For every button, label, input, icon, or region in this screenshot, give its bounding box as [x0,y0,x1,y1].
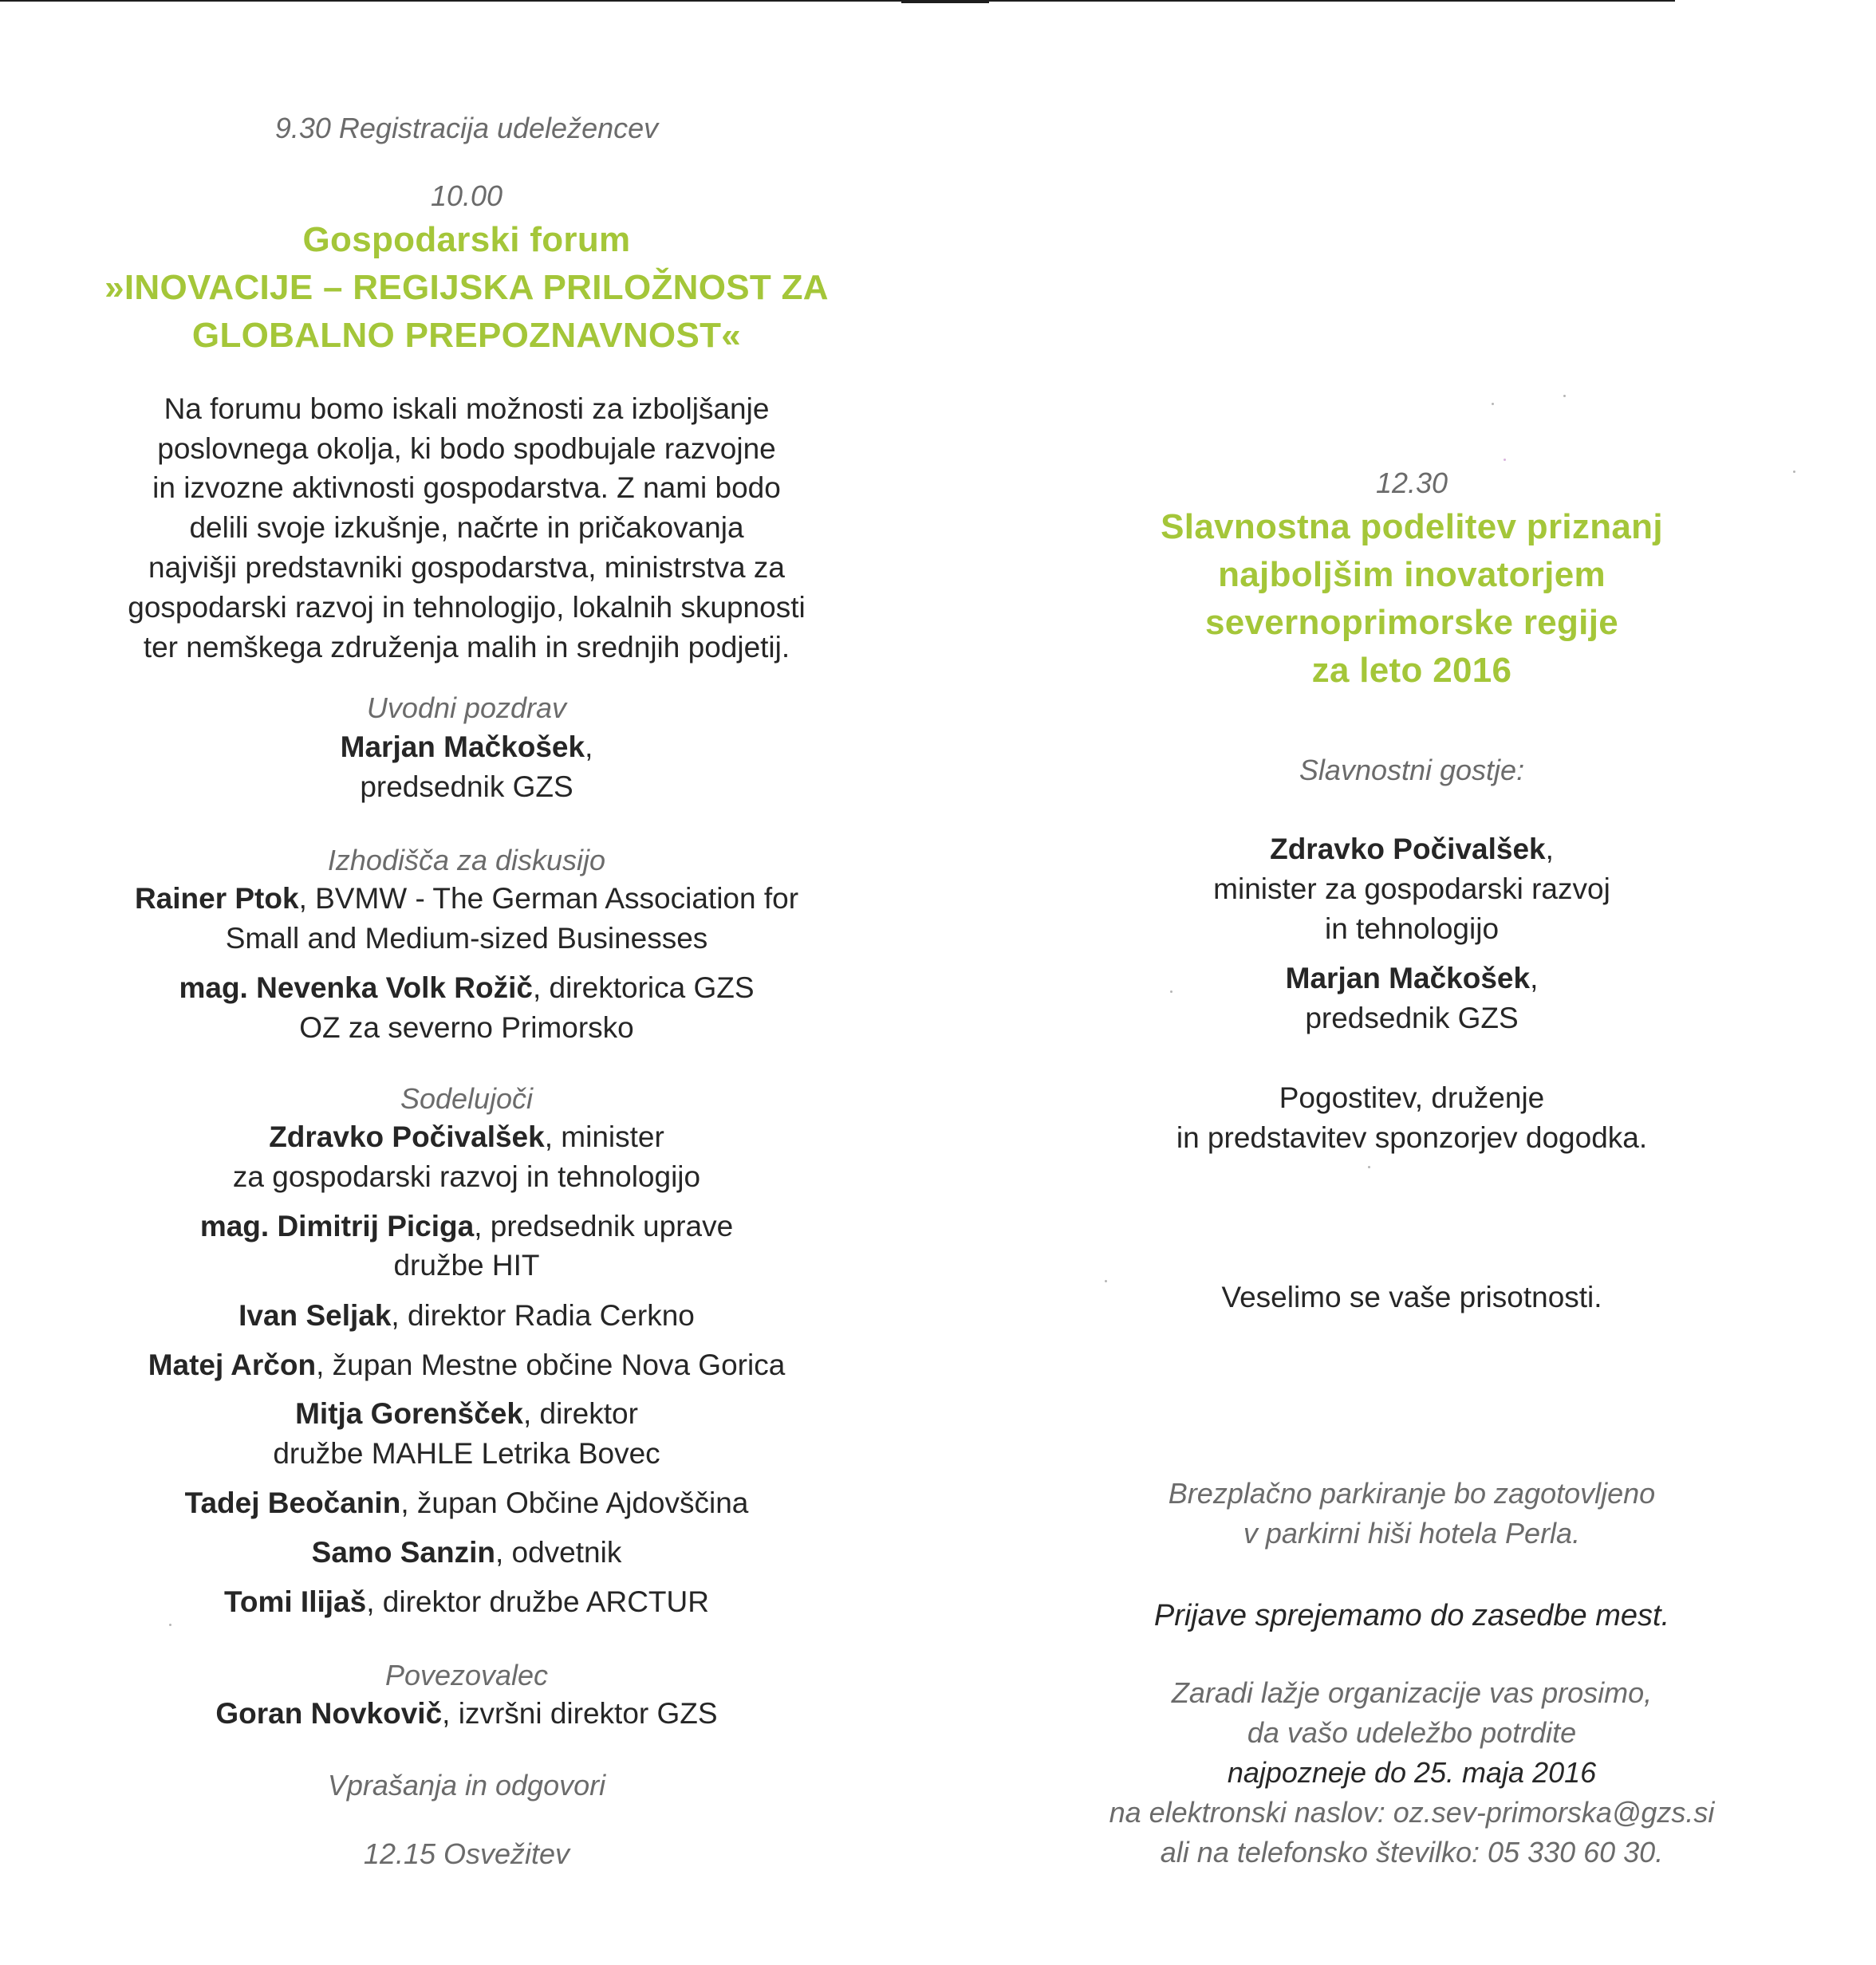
intro-line: Na forumu bomo iskali možnosti za izboljšanje [164,392,770,425]
discussion-speaker [96,882,838,916]
speaker-role: , direktorica GZS [532,971,755,1004]
speaker-name: Rainer Ptok [134,882,299,915]
scan-speck [169,1624,171,1626]
scan-edge-mark [901,0,989,3]
forum-time: 10.00 [430,179,503,212]
rsvp-line: Zaradi lažje organizacije vas prosimo, [1171,1676,1653,1709]
guests-label: Slavnostni gostje: [1299,754,1525,786]
scan-speck [1105,1280,1107,1282]
discussion-speaker [96,971,838,1006]
participant [96,1585,838,1620]
speaker-role: , BVMW - The German Association for [298,882,799,915]
participant-name: Ivan Seljak [238,1299,392,1332]
participant [96,1210,838,1244]
awards-title-line: za leto 2016 [1311,651,1512,690]
intro-line: gospodarski razvoj in tehnologijo, lokalnih skupnosti [128,591,806,624]
parking-line: Brezplačno parkiranje bo zagotovljeno [1168,1477,1656,1510]
participant [96,1299,838,1333]
awards-title-line: najboljšim inovatorjem [1218,555,1606,594]
participant-role: , minister [544,1120,664,1153]
scan-speck [1793,471,1795,473]
scan-edge [0,0,1675,2]
participant-name: Tomi Ilijaš [224,1585,367,1618]
guest-name: Marjan Mačkošek [1285,962,1531,994]
moderator-role: , izvršni direktor GZS [442,1697,718,1730]
scan-speck [1563,395,1566,397]
rsvp-email: na elektronski naslov: oz.sev-primorska@gzs.si [1109,1796,1715,1829]
participant-role: , direktor družbe ARCTUR [366,1585,709,1618]
participant [96,1536,838,1570]
participant-name: Samo Sanzin [311,1536,495,1569]
welcome-speaker: Marjan Mačkošek, [340,730,593,763]
guest-name: Zdravko Počivalšek [1270,833,1546,865]
speaker-name: mag. Nevenka Volk Rožič [179,971,533,1004]
rsvp-phone: ali na telefonsko številko: 05 330 60 30. [1160,1836,1664,1869]
guest-role: minister za gospodarski razvoj [1213,872,1610,905]
intro-line: poslovnega okolja, ki bodo spodbujale razvojne [157,432,776,465]
speaker-role-line: Small and Medium-sized Businesses [225,922,708,955]
moderator-label: Povezovalec [384,1659,549,1691]
moderator [96,1697,838,1731]
participant-role: , župan Mestne občine Nova Gorica [316,1349,786,1381]
parking-line: v parkirni hiši hotela Perla. [1243,1517,1581,1550]
rsvp-deadline: najpozneje do 25. maja 2016 [1227,1756,1597,1789]
scan-speck [1368,1166,1370,1168]
guest: Zdravko Počivalšek, [1270,833,1554,865]
intro-line: ter nemškega združenja malih in srednjih podjetij. [143,631,790,664]
intro-line: delili svoje izkušnje, načrte in pričakovanja [189,511,744,544]
participant-role: , odvetnik [495,1536,622,1569]
registration-time: 9.30 Registracija udeležencev [274,112,659,144]
awards-title-line: severnoprimorske regije [1204,603,1619,642]
forum-title-line: »INOVACIJE – REGIJSKA PRILOŽNOST ZA [104,268,829,307]
participant-role: , direktor Radia Cerkno [391,1299,695,1332]
participant-name: Tadej Beočanin [184,1487,401,1519]
scan-speck [1170,990,1172,993]
rsvp-line: da vašo udeležbo potrdite [1247,1716,1577,1749]
participant-name: Mitja Gorenšček [295,1397,523,1430]
refreshment-time: 12.15 Osvežitev [363,1837,570,1870]
guest-role: in tehnologijo [1324,912,1500,945]
participant-role: , župan Občine Ajdovščina [400,1487,749,1519]
participant-role: , predsednik uprave [474,1210,734,1242]
participant-role: , direktor [522,1397,638,1430]
participant-role-line: družbe MAHLE Letrika Bovec [273,1437,660,1470]
awards-time: 12.30 [1375,467,1448,499]
participant [96,1120,838,1155]
participant-role-line: družbe HIT [393,1249,540,1282]
forum-title-line: Gospodarski forum [302,220,631,259]
intro-line: in izvozne aktivnosti gospodarstva. Z nami bodo [152,471,781,504]
discussion-label: Izhodišča za diskusijo [327,844,606,876]
moderator-name: Goran Novkovič [215,1697,443,1730]
participant-name: Matej Arčon [148,1349,317,1381]
participant [96,1487,838,1521]
speaker-role-line: OZ za severno Primorsko [299,1011,634,1044]
participant-name: mag. Dimitrij Piciga [199,1210,475,1242]
guest: Marjan Mačkošek, [1285,962,1539,994]
participant [96,1349,838,1383]
welcome-label: Uvodni pozdrav [366,691,567,724]
participant [96,1397,838,1431]
registration-note: Prijave sprejemamo do zasedbe mest. [1153,1599,1670,1632]
welcome-role: predsednik GZS [360,770,573,803]
scan-speck [1492,403,1494,405]
reception-line: Pogostitev, druženje [1279,1081,1545,1114]
guest-role: predsednik GZS [1305,1002,1519,1034]
closing-line: Veselimo se vaše prisotnosti. [1221,1281,1602,1313]
participant-role-line: za gospodarski razvoj in tehnologijo [232,1160,701,1193]
intro-line: najvišji predstavniki gospodarstva, ministrstva za [148,551,785,584]
forum-title-line: GLOBALNO PREPOZNAVNOST« [191,316,742,355]
reception-line: in predstavitev sponzorjev dogodka. [1176,1121,1648,1154]
welcome-name: Marjan Mačkošek [340,730,585,763]
awards-title-line: Slavnostna podelitev priznanj [1161,507,1663,546]
participant-name: Zdravko Počivalšek [269,1120,545,1153]
participants-label: Sodelujoči [400,1082,534,1115]
scan-speck [1504,459,1506,461]
qa-label: Vprašanja in odgovori [327,1769,606,1802]
